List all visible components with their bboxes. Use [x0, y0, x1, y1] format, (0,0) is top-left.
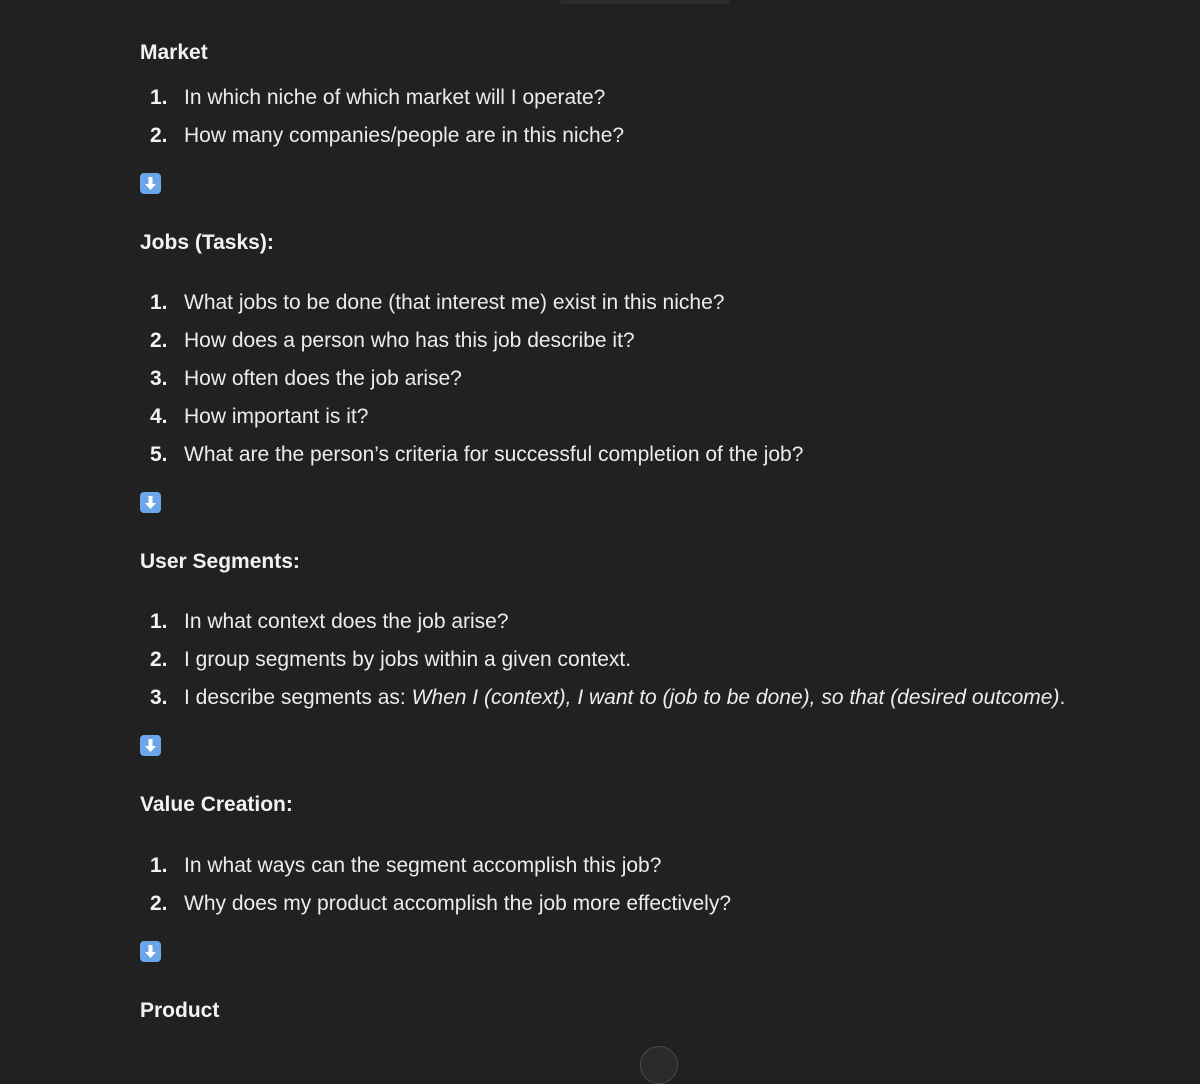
section-title-value-creation: Value Creation:	[140, 793, 293, 816]
list-item	[140, 398, 803, 436]
section-title-jobs: Jobs (Tasks):	[140, 231, 274, 254]
list-number: 3.	[150, 367, 168, 390]
list-text: How does a person who has this job describe it?	[184, 329, 635, 352]
list-text: What are the person’s criteria for successful completion of the job?	[184, 443, 804, 466]
down-arrow-emoji-icon	[140, 735, 161, 756]
list-item	[140, 117, 624, 155]
down-arrow-emoji-icon	[140, 492, 161, 513]
down-arrow-emoji-icon	[140, 173, 161, 194]
list-text: In what ways can the segment accomplish this job?	[184, 854, 662, 877]
list-number: 1.	[150, 291, 168, 314]
list-value-creation	[140, 847, 731, 923]
scroll-down-button[interactable]	[640, 1046, 678, 1084]
list-number: 5.	[150, 443, 168, 466]
down-arrow-emoji-icon	[140, 941, 161, 962]
list-number: 4.	[150, 405, 168, 428]
list-item	[140, 79, 624, 117]
list-text: I group segments by jobs within a given context.	[184, 648, 632, 671]
list-item	[140, 847, 731, 885]
list-jobs	[140, 284, 803, 474]
list-number: 2.	[150, 329, 168, 352]
list-text: In which niche of which market will I operate?	[184, 86, 606, 109]
list-number: 3.	[150, 686, 168, 709]
section-title-product: Product	[140, 999, 220, 1022]
list-text: Why does my product accomplish the job more effectively?	[184, 892, 732, 915]
list-text: What jobs to be done (that interest me) exist in this niche?	[184, 291, 725, 314]
list-number: 2.	[150, 648, 168, 671]
list-item	[140, 322, 803, 360]
list-item	[140, 641, 1065, 679]
list-item	[140, 603, 1065, 641]
list-number: 1.	[150, 854, 168, 877]
list-item	[140, 284, 803, 322]
list-text: How many companies/people are in this niche?	[184, 124, 625, 147]
list-market	[140, 79, 624, 155]
list-item	[140, 885, 731, 923]
list-number: 1.	[150, 86, 168, 109]
list-item	[140, 436, 803, 474]
section-title-user-segments: User Segments:	[140, 550, 300, 573]
list-text: In what context does the job arise?	[184, 610, 509, 633]
list-text-italic: When I (context), I want to (job to be done), so that (desired outcome)	[411, 686, 1060, 709]
list-text: How important is it?	[184, 405, 369, 428]
section-title-market: Market	[140, 41, 208, 64]
top-fade-bar	[560, 0, 730, 4]
list-item	[140, 360, 803, 398]
list-number: 2.	[150, 892, 168, 915]
list-text: I describe segments as:	[184, 686, 412, 709]
list-item	[140, 679, 1065, 717]
list-user-segments	[140, 603, 1065, 717]
list-text-end: .	[1059, 686, 1066, 709]
list-number: 1.	[150, 610, 168, 633]
list-number: 2.	[150, 124, 168, 147]
list-text: How often does the job arise?	[184, 367, 462, 390]
